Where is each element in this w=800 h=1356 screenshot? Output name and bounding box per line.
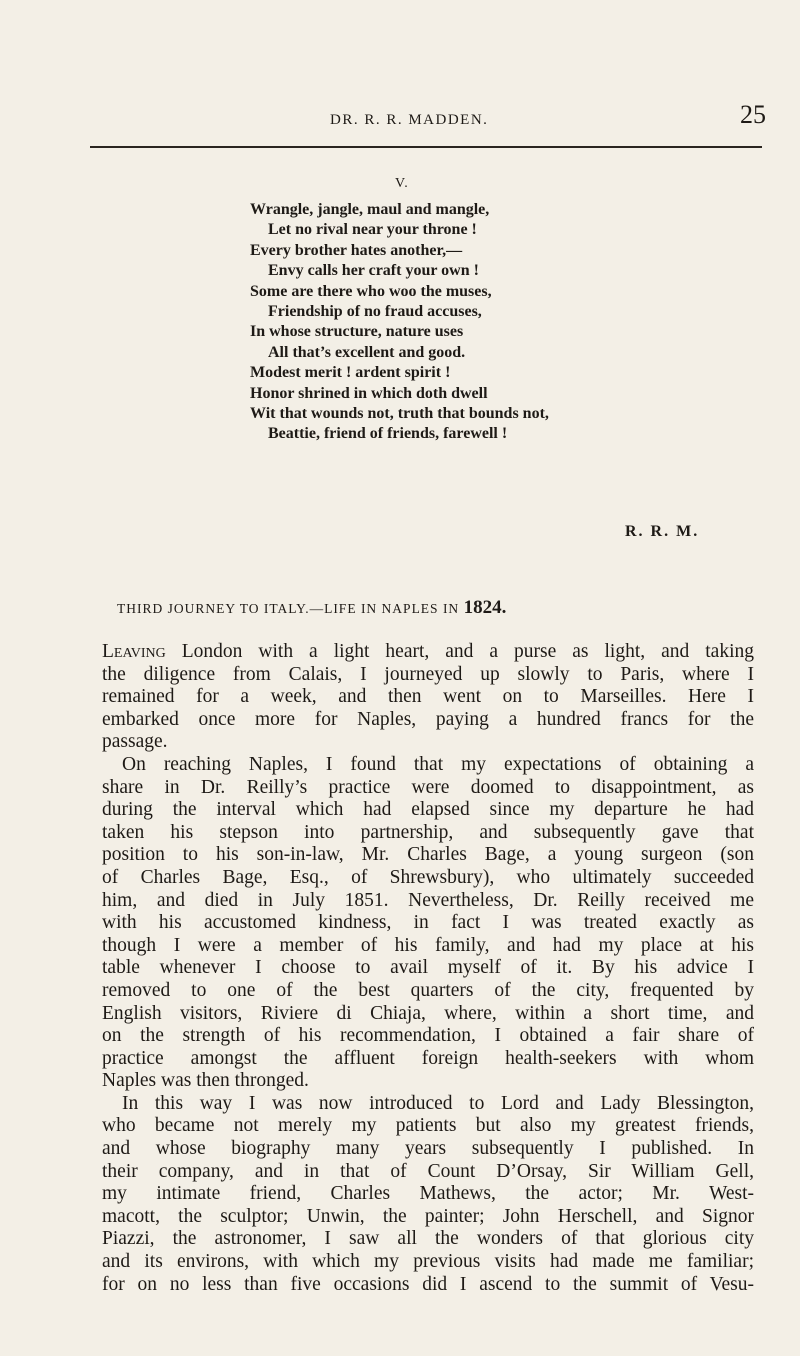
paragraph-line: embarked once more for Naples, paying a hundred francs for the <box>102 708 754 730</box>
paragraph-line: during the interval which had elapsed since my departure he had <box>102 799 754 821</box>
paragraph-line: position to his son-in-law, Mr. Charles Bage, a young surgeon (son <box>102 844 754 866</box>
paragraph-line: my intimate friend, Charles Mathews, the actor; Mr. West- <box>102 1183 754 1205</box>
chapter-heading <box>117 597 506 619</box>
poem-line: Let no rival near your throne ! <box>268 221 477 239</box>
paragraph-line: on the strength of his recommendation, I obtained a fair share of <box>102 1025 754 1047</box>
paragraph-line: for on no less than five occasions did I ascend to the summit of Vesu- <box>102 1273 754 1295</box>
running-head: DR. R. R. MADDEN. <box>330 112 489 128</box>
paragraph-line: On reaching Naples, I found that my expectations of obtaining a <box>122 753 754 775</box>
poem <box>250 200 710 445</box>
paragraph-line: taken his stepson into partnership, and subsequently gave that <box>102 821 754 843</box>
paragraph-line: English visitors, Riviere di Chiaja, where, within a short time, and <box>102 1002 754 1024</box>
paragraph-line: though I were a member of his family, and had my place at his <box>102 934 754 956</box>
poem-signature: R. R. M. <box>625 523 700 540</box>
paragraph-line: In this way I was now introduced to Lord and Lady Blessington, <box>122 1092 754 1114</box>
poem-line: Wit that wounds not, truth that bounds not, <box>250 405 549 423</box>
paragraph-line: Naples was then thronged. <box>102 1070 309 1092</box>
poem-line: Every brother hates another,— <box>250 241 463 259</box>
poem-line: Honor shrined in which doth dwell <box>250 384 488 402</box>
page-number: 25 <box>740 100 766 129</box>
poem-line: All that’s excellent and good. <box>268 343 466 361</box>
poem-line: Modest merit ! ardent spirit ! <box>250 364 451 382</box>
paragraph-line: with his accustomed kindness, in fact I was treated exactly as <box>102 912 754 934</box>
drop-word: Leaving <box>102 641 166 662</box>
paragraph-line: the diligence from Calais, I journeyed up slowly to Paris, where I <box>102 663 754 685</box>
paragraph-line: remained for a week, and then went on to Marseilles. Here I <box>102 686 754 708</box>
chapter-heading-year: 1824. <box>463 597 507 618</box>
poem-line: Friendship of no fraud accuses, <box>268 303 482 321</box>
body-text <box>102 641 754 1296</box>
paragraph-line: of Charles Bage, Esq., of Shrewsbury), who ultimately succeeded <box>102 866 754 888</box>
paragraph-line: table whenever I choose to avail myself of it. By his advice I <box>102 957 754 979</box>
paragraph-line: macott, the sculptor; Unwin, the painter; John Herschell, and Signor <box>102 1205 754 1227</box>
poem-line: In whose structure, nature uses <box>250 323 464 341</box>
paragraph-line: removed to one of the best quarters of the city, frequented by <box>102 979 754 1001</box>
poem-line: Some are there who woo the muses, <box>250 282 492 300</box>
paragraph-line: share in Dr. Reilly’s practice were doomed to disappointment, as <box>102 776 754 798</box>
paragraph-line: and whose biography many years subsequently I published. In <box>102 1138 754 1160</box>
paragraph-line: Piazzi, the astronomer, I saw all the wonders of that glorious city <box>102 1228 754 1250</box>
chapter-heading-text: THIRD JOURNEY TO ITALY.—LIFE IN NAPLES IN <box>117 601 460 616</box>
paragraph-line: practice amongst the affluent foreign health-seekers with whom <box>102 1047 754 1069</box>
poem-line: Envy calls her craft your own ! <box>268 262 479 280</box>
paragraph-line: their company, and in that of Count D’Orsay, Sir William Gell, <box>102 1160 754 1182</box>
poem-line: Beattie, friend of friends, farewell ! <box>268 425 508 443</box>
paragraph-line: him, and died in July 1851. Nevertheless, Dr. Reilly received me <box>102 889 754 911</box>
paragraph-line: who became not merely my patients but also my greatest friends, <box>102 1115 754 1137</box>
poem-section-numeral: V. <box>395 176 409 191</box>
header-rule <box>90 146 762 148</box>
paragraph-line: and its environs, with which my previous visits had made me familiar; <box>102 1251 754 1273</box>
paragraph-line: passage. <box>102 731 168 753</box>
poem-line: Wrangle, jangle, maul and mangle, <box>250 201 490 218</box>
paragraph-line: Leaving London with a light heart, and a purse as light, and taking <box>102 641 754 662</box>
